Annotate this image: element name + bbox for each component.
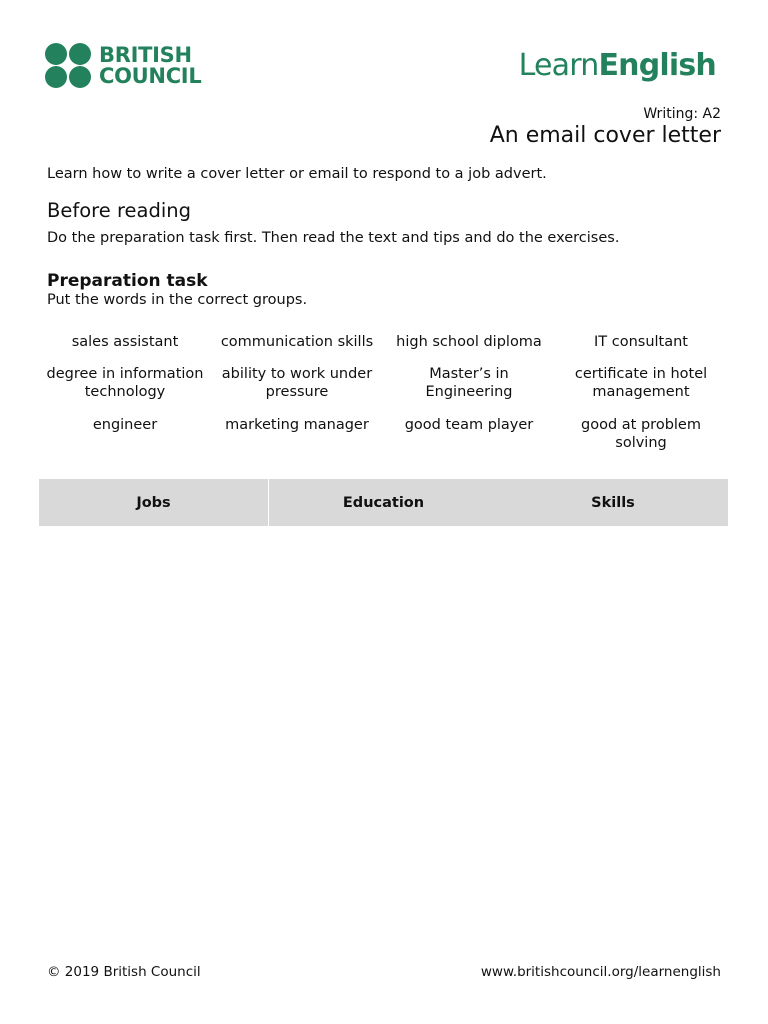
before-reading-text: Do the preparation task first. Then read the text and tips and do the exercises. [47,230,620,246]
group-education: Education [342,494,425,511]
learnenglish-logo [519,48,716,83]
british-council-logo [45,43,201,88]
word-item: ability to work under pressure [221,366,373,400]
word-bank [39,333,727,452]
footer-url[interactable]: www.britishcouncil.org/learnenglish [480,964,721,980]
word-item: marketing manager [225,417,369,433]
learnenglish-logo-part2: English [598,48,716,83]
word-item: Master’s in Engineering [425,366,513,400]
word-item: degree in information technology [46,366,204,400]
word-item: communication skills [220,334,374,350]
skill-level-label: Writing: A2 [643,106,721,122]
logo-dots-icon [45,43,93,88]
group-jobs: Jobs [39,479,269,526]
word-item: high school diploma [396,334,542,350]
logo-line-2: COUNCIL [99,63,202,88]
page-title: An email cover letter [489,123,721,148]
learnenglish-logo-part1: Learn [518,48,599,83]
word-item: engineer [92,417,158,433]
intro-text: Learn how to write a cover letter or email to respond to a job advert. [47,166,547,182]
before-reading-heading: Before reading [47,199,192,222]
preparation-task-instruction: Put the words in the correct groups. [47,292,308,308]
word-item: certificate in hotel management [574,366,708,400]
word-item: IT consultant [594,334,688,350]
group-skills: Skills [591,494,635,511]
footer-copyright: © 2019 British Council [47,964,201,980]
word-item: good team player [404,417,534,433]
word-item: good at problem solving [581,417,701,451]
word-item: sales assistant [71,334,179,350]
groups-table-header [39,479,728,526]
preparation-task-heading: Preparation task [47,271,208,291]
logo-line-1: BRITISH [99,42,192,67]
logo-wordmark [99,42,202,88]
